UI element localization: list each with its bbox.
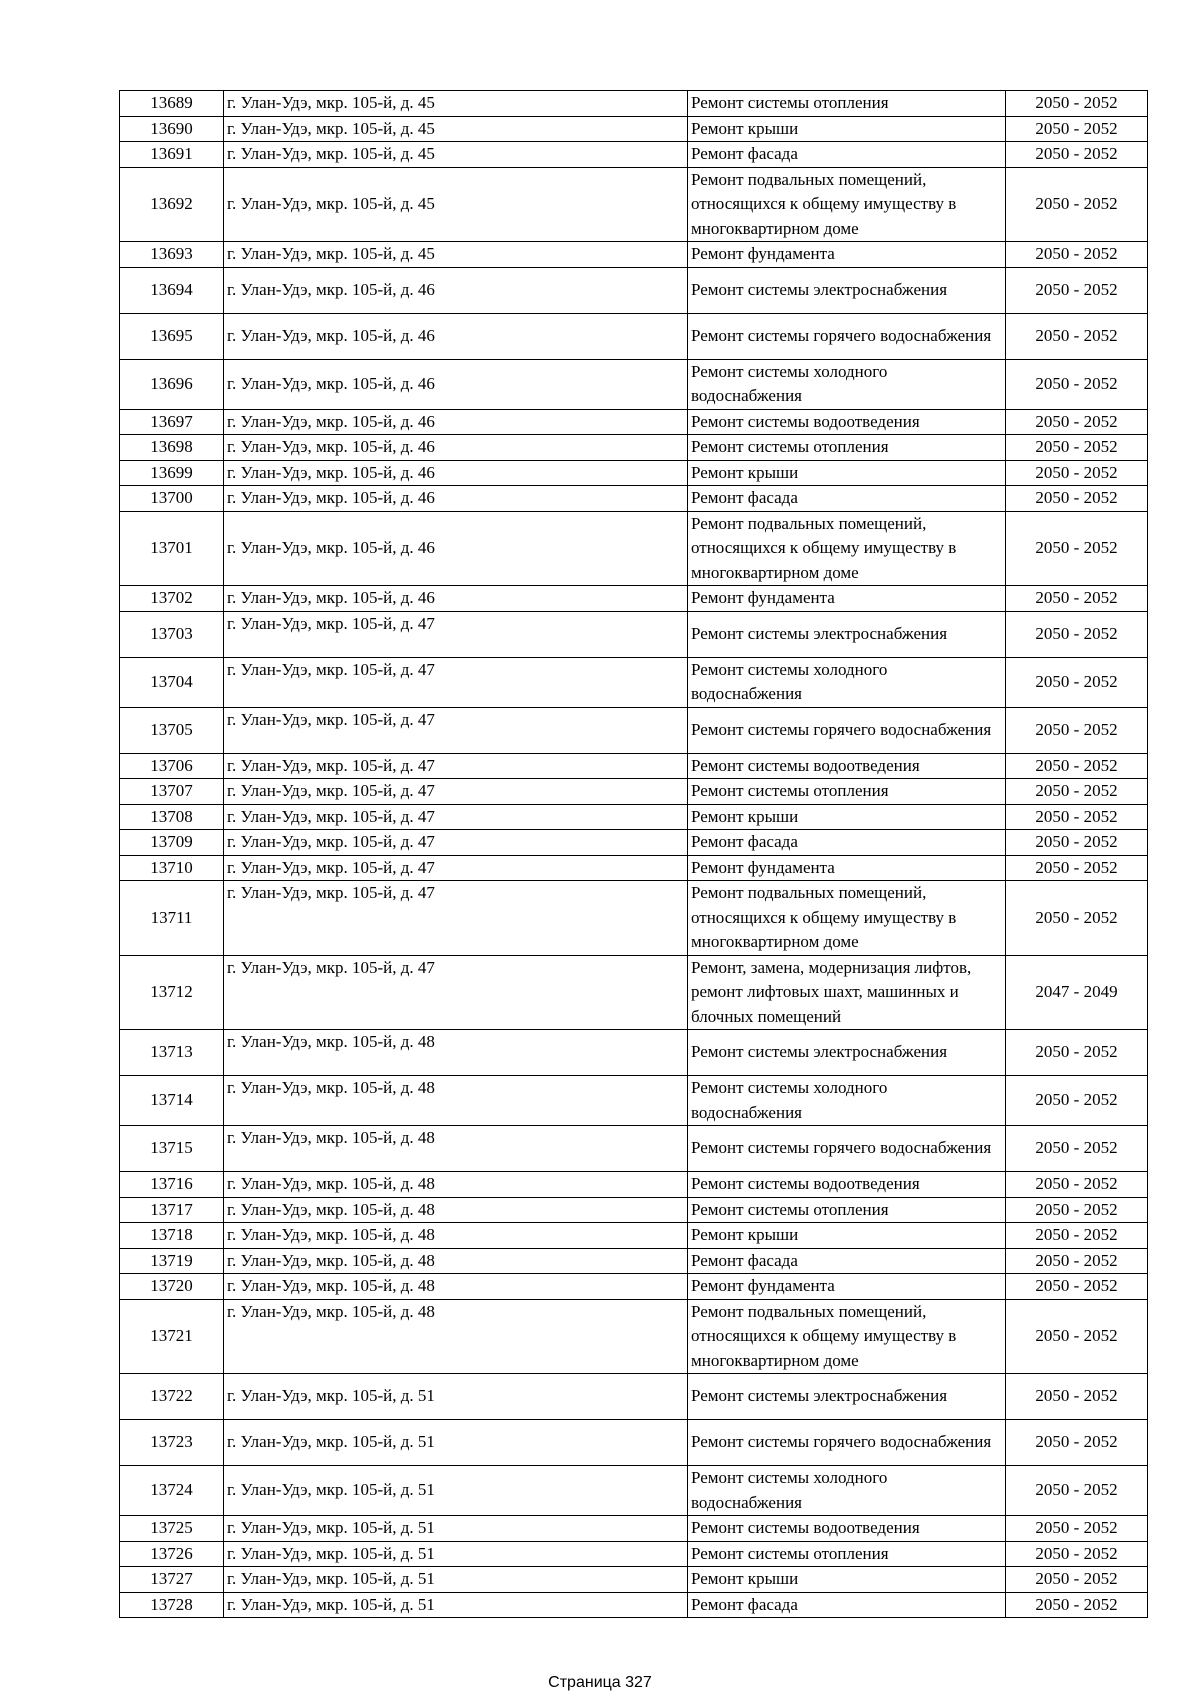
table-row bbox=[120, 1030, 1148, 1076]
row-work-type: Ремонт системы отопления bbox=[688, 435, 1006, 461]
row-address: г. Улан-Удэ, мкр. 105-й, д. 45 bbox=[224, 142, 688, 168]
row-work-type: Ремонт подвальных помещений, относящихся к общему имуществу в многоквартирном доме bbox=[688, 1299, 1006, 1374]
row-work-type: Ремонт системы водоотведения bbox=[688, 753, 1006, 779]
row-period: 2050 - 2052 bbox=[1006, 142, 1148, 168]
table-row bbox=[120, 1516, 1148, 1542]
row-address: г. Улан-Удэ, мкр. 105-й, д. 48 bbox=[224, 1274, 688, 1300]
row-number: 13704 bbox=[120, 657, 224, 707]
row-address: г. Улан-Удэ, мкр. 105-й, д. 46 bbox=[224, 313, 688, 359]
row-address: г. Улан-Удэ, мкр. 105-й, д. 46 bbox=[224, 409, 688, 435]
row-work-type: Ремонт системы водоотведения bbox=[688, 409, 1006, 435]
row-period: 2050 - 2052 bbox=[1006, 167, 1148, 242]
row-number: 13716 bbox=[120, 1172, 224, 1198]
row-work-type: Ремонт системы электроснабжения bbox=[688, 611, 1006, 657]
row-period: 2050 - 2052 bbox=[1006, 1076, 1148, 1126]
row-address: г. Улан-Удэ, мкр. 105-й, д. 45 bbox=[224, 116, 688, 142]
row-period: 2050 - 2052 bbox=[1006, 267, 1148, 313]
table-row bbox=[120, 830, 1148, 856]
row-work-type: Ремонт системы горячего водоснабжения bbox=[688, 1420, 1006, 1466]
table-row bbox=[120, 1592, 1148, 1618]
row-number: 13692 bbox=[120, 167, 224, 242]
row-period: 2050 - 2052 bbox=[1006, 1126, 1148, 1172]
row-address: г. Улан-Удэ, мкр. 105-й, д. 51 bbox=[224, 1420, 688, 1466]
row-number: 13711 bbox=[120, 881, 224, 956]
row-work-type: Ремонт подвальных помещений, относящихся к общему имуществу в многоквартирном доме bbox=[688, 167, 1006, 242]
row-work-type: Ремонт фундамента bbox=[688, 855, 1006, 881]
row-number: 13725 bbox=[120, 1516, 224, 1542]
row-address: г. Улан-Удэ, мкр. 105-й, д. 47 bbox=[224, 779, 688, 805]
row-address: г. Улан-Удэ, мкр. 105-й, д. 47 bbox=[224, 611, 688, 657]
table-row bbox=[120, 1299, 1148, 1374]
row-period: 2050 - 2052 bbox=[1006, 313, 1148, 359]
row-period: 2050 - 2052 bbox=[1006, 1274, 1148, 1300]
table-row bbox=[120, 855, 1148, 881]
row-work-type: Ремонт системы электроснабжения bbox=[688, 1030, 1006, 1076]
row-period: 2050 - 2052 bbox=[1006, 460, 1148, 486]
row-work-type: Ремонт фасада bbox=[688, 486, 1006, 512]
row-address: г. Улан-Удэ, мкр. 105-й, д. 48 bbox=[224, 1197, 688, 1223]
works-table bbox=[119, 90, 1148, 1618]
row-period: 2050 - 2052 bbox=[1006, 242, 1148, 268]
row-work-type: Ремонт крыши bbox=[688, 804, 1006, 830]
row-work-type: Ремонт, замена, модернизация лифтов, ремонт лифтовых шахт, машинных и блочных помещений bbox=[688, 955, 1006, 1030]
table-row bbox=[120, 511, 1148, 586]
row-address: г. Улан-Удэ, мкр. 105-й, д. 46 bbox=[224, 586, 688, 612]
row-address: г. Улан-Удэ, мкр. 105-й, д. 47 bbox=[224, 881, 688, 956]
row-address: г. Улан-Удэ, мкр. 105-й, д. 47 bbox=[224, 707, 688, 753]
table-row bbox=[120, 753, 1148, 779]
row-address: г. Улан-Удэ, мкр. 105-й, д. 45 bbox=[224, 242, 688, 268]
row-work-type: Ремонт системы водоотведения bbox=[688, 1516, 1006, 1542]
row-work-type: Ремонт крыши bbox=[688, 1567, 1006, 1593]
row-address: г. Улан-Удэ, мкр. 105-й, д. 46 bbox=[224, 435, 688, 461]
row-period: 2050 - 2052 bbox=[1006, 435, 1148, 461]
row-number: 13703 bbox=[120, 611, 224, 657]
table-row bbox=[120, 1274, 1148, 1300]
row-work-type: Ремонт системы водоотведения bbox=[688, 1172, 1006, 1198]
row-period: 2050 - 2052 bbox=[1006, 91, 1148, 117]
row-address: г. Улан-Удэ, мкр. 105-й, д. 46 bbox=[224, 486, 688, 512]
row-work-type: Ремонт системы холодного водоснабжения bbox=[688, 359, 1006, 409]
row-address: г. Улан-Удэ, мкр. 105-й, д. 46 bbox=[224, 359, 688, 409]
row-period: 2050 - 2052 bbox=[1006, 830, 1148, 856]
row-period: 2050 - 2052 bbox=[1006, 1541, 1148, 1567]
row-address: г. Улан-Удэ, мкр. 105-й, д. 48 bbox=[224, 1126, 688, 1172]
table-row bbox=[120, 267, 1148, 313]
row-number: 13715 bbox=[120, 1126, 224, 1172]
row-address: г. Улан-Удэ, мкр. 105-й, д. 51 bbox=[224, 1567, 688, 1593]
row-number: 13701 bbox=[120, 511, 224, 586]
row-address: г. Улан-Удэ, мкр. 105-й, д. 51 bbox=[224, 1374, 688, 1420]
row-number: 13695 bbox=[120, 313, 224, 359]
row-address: г. Улан-Удэ, мкр. 105-й, д. 51 bbox=[224, 1466, 688, 1516]
row-number: 13693 bbox=[120, 242, 224, 268]
table-row bbox=[120, 804, 1148, 830]
row-address: г. Улан-Удэ, мкр. 105-й, д. 48 bbox=[224, 1223, 688, 1249]
row-period: 2050 - 2052 bbox=[1006, 753, 1148, 779]
row-work-type: Ремонт крыши bbox=[688, 460, 1006, 486]
row-address: г. Улан-Удэ, мкр. 105-й, д. 46 bbox=[224, 267, 688, 313]
table-row bbox=[120, 1541, 1148, 1567]
table-row bbox=[120, 435, 1148, 461]
page-footer bbox=[0, 1674, 1200, 1692]
row-address: г. Улан-Удэ, мкр. 105-й, д. 47 bbox=[224, 830, 688, 856]
table-row bbox=[120, 1466, 1148, 1516]
row-address: г. Улан-Удэ, мкр. 105-й, д. 47 bbox=[224, 657, 688, 707]
works-table-body bbox=[120, 91, 1148, 1618]
table-row bbox=[120, 313, 1148, 359]
row-work-type: Ремонт фасада bbox=[688, 830, 1006, 856]
row-period: 2050 - 2052 bbox=[1006, 881, 1148, 956]
row-number: 13707 bbox=[120, 779, 224, 805]
row-period: 2050 - 2052 bbox=[1006, 855, 1148, 881]
row-number: 13700 bbox=[120, 486, 224, 512]
row-period: 2050 - 2052 bbox=[1006, 586, 1148, 612]
row-period: 2047 - 2049 bbox=[1006, 955, 1148, 1030]
row-address: г. Улан-Удэ, мкр. 105-й, д. 48 bbox=[224, 1299, 688, 1374]
row-work-type: Ремонт системы отопления bbox=[688, 91, 1006, 117]
row-period: 2050 - 2052 bbox=[1006, 1420, 1148, 1466]
row-number: 13691 bbox=[120, 142, 224, 168]
row-work-type: Ремонт системы горячего водоснабжения bbox=[688, 707, 1006, 753]
row-work-type: Ремонт системы горячего водоснабжения bbox=[688, 1126, 1006, 1172]
row-number: 13721 bbox=[120, 1299, 224, 1374]
row-period: 2050 - 2052 bbox=[1006, 1197, 1148, 1223]
table-row bbox=[120, 1076, 1148, 1126]
row-period: 2050 - 2052 bbox=[1006, 511, 1148, 586]
table-row bbox=[120, 657, 1148, 707]
table-row bbox=[120, 167, 1148, 242]
row-work-type: Ремонт подвальных помещений, относящихся к общему имуществу в многоквартирном доме bbox=[688, 511, 1006, 586]
row-number: 13694 bbox=[120, 267, 224, 313]
table-row bbox=[120, 1248, 1148, 1274]
row-period: 2050 - 2052 bbox=[1006, 707, 1148, 753]
row-number: 13719 bbox=[120, 1248, 224, 1274]
row-address: г. Улан-Удэ, мкр. 105-й, д. 47 bbox=[224, 804, 688, 830]
row-work-type: Ремонт системы холодного водоснабжения bbox=[688, 1466, 1006, 1516]
table-row bbox=[120, 707, 1148, 753]
table-row bbox=[120, 91, 1148, 117]
row-work-type: Ремонт системы отопления bbox=[688, 1197, 1006, 1223]
table-row bbox=[120, 1197, 1148, 1223]
row-work-type: Ремонт системы отопления bbox=[688, 1541, 1006, 1567]
row-period: 2050 - 2052 bbox=[1006, 1299, 1148, 1374]
row-work-type: Ремонт фундамента bbox=[688, 586, 1006, 612]
row-number: 13690 bbox=[120, 116, 224, 142]
page-number-label: Страница 327 bbox=[548, 1674, 652, 1691]
row-number: 13696 bbox=[120, 359, 224, 409]
table-row bbox=[120, 1420, 1148, 1466]
table-row bbox=[120, 779, 1148, 805]
row-number: 13699 bbox=[120, 460, 224, 486]
row-period: 2050 - 2052 bbox=[1006, 1374, 1148, 1420]
row-address: г. Улан-Удэ, мкр. 105-й, д. 51 bbox=[224, 1592, 688, 1618]
row-period: 2050 - 2052 bbox=[1006, 611, 1148, 657]
table-row bbox=[120, 586, 1148, 612]
table-row bbox=[120, 460, 1148, 486]
table-row bbox=[120, 142, 1148, 168]
row-address: г. Улан-Удэ, мкр. 105-й, д. 46 bbox=[224, 511, 688, 586]
row-address: г. Улан-Удэ, мкр. 105-й, д. 48 bbox=[224, 1248, 688, 1274]
row-work-type: Ремонт подвальных помещений, относящихся к общему имуществу в многоквартирном доме bbox=[688, 881, 1006, 956]
row-work-type: Ремонт системы холодного водоснабжения bbox=[688, 657, 1006, 707]
table-row bbox=[120, 611, 1148, 657]
row-number: 13697 bbox=[120, 409, 224, 435]
row-period: 2050 - 2052 bbox=[1006, 1466, 1148, 1516]
row-number: 13705 bbox=[120, 707, 224, 753]
row-period: 2050 - 2052 bbox=[1006, 409, 1148, 435]
row-address: г. Улан-Удэ, мкр. 105-й, д. 46 bbox=[224, 460, 688, 486]
row-number: 13698 bbox=[120, 435, 224, 461]
table-row bbox=[120, 881, 1148, 956]
row-number: 13728 bbox=[120, 1592, 224, 1618]
table-row bbox=[120, 955, 1148, 1030]
row-work-type: Ремонт крыши bbox=[688, 116, 1006, 142]
row-period: 2050 - 2052 bbox=[1006, 1248, 1148, 1274]
table-row bbox=[120, 1126, 1148, 1172]
row-period: 2050 - 2052 bbox=[1006, 1223, 1148, 1249]
row-period: 2050 - 2052 bbox=[1006, 804, 1148, 830]
row-work-type: Ремонт фасада bbox=[688, 1248, 1006, 1274]
row-number: 13712 bbox=[120, 955, 224, 1030]
table-row bbox=[120, 242, 1148, 268]
row-period: 2050 - 2052 bbox=[1006, 116, 1148, 142]
table-row bbox=[120, 409, 1148, 435]
table-row bbox=[120, 486, 1148, 512]
row-number: 13726 bbox=[120, 1541, 224, 1567]
row-work-type: Ремонт фундамента bbox=[688, 242, 1006, 268]
row-number: 13702 bbox=[120, 586, 224, 612]
row-address: г. Улан-Удэ, мкр. 105-й, д. 45 bbox=[224, 167, 688, 242]
row-work-type: Ремонт системы электроснабжения bbox=[688, 1374, 1006, 1420]
row-address: г. Улан-Удэ, мкр. 105-й, д. 47 bbox=[224, 955, 688, 1030]
row-work-type: Ремонт системы холодного водоснабжения bbox=[688, 1076, 1006, 1126]
row-work-type: Ремонт крыши bbox=[688, 1223, 1006, 1249]
row-address: г. Улан-Удэ, мкр. 105-й, д. 45 bbox=[224, 91, 688, 117]
row-number: 13709 bbox=[120, 830, 224, 856]
row-period: 2050 - 2052 bbox=[1006, 1592, 1148, 1618]
table-row bbox=[120, 116, 1148, 142]
row-number: 13723 bbox=[120, 1420, 224, 1466]
table-row bbox=[120, 359, 1148, 409]
row-number: 13708 bbox=[120, 804, 224, 830]
row-period: 2050 - 2052 bbox=[1006, 359, 1148, 409]
row-work-type: Ремонт системы горячего водоснабжения bbox=[688, 313, 1006, 359]
row-number: 13713 bbox=[120, 1030, 224, 1076]
row-number: 13710 bbox=[120, 855, 224, 881]
row-number: 13717 bbox=[120, 1197, 224, 1223]
row-number: 13727 bbox=[120, 1567, 224, 1593]
row-number: 13718 bbox=[120, 1223, 224, 1249]
row-number: 13706 bbox=[120, 753, 224, 779]
row-number: 13724 bbox=[120, 1466, 224, 1516]
row-address: г. Улан-Удэ, мкр. 105-й, д. 51 bbox=[224, 1541, 688, 1567]
row-period: 2050 - 2052 bbox=[1006, 657, 1148, 707]
row-work-type: Ремонт фундамента bbox=[688, 1274, 1006, 1300]
row-number: 13720 bbox=[120, 1274, 224, 1300]
row-address: г. Улан-Удэ, мкр. 105-й, д. 47 bbox=[224, 855, 688, 881]
row-number: 13714 bbox=[120, 1076, 224, 1126]
table-row bbox=[120, 1172, 1148, 1198]
row-period: 2050 - 2052 bbox=[1006, 1172, 1148, 1198]
row-period: 2050 - 2052 bbox=[1006, 1567, 1148, 1593]
table-row bbox=[120, 1223, 1148, 1249]
row-address: г. Улан-Удэ, мкр. 105-й, д. 48 bbox=[224, 1030, 688, 1076]
row-address: г. Улан-Удэ, мкр. 105-й, д. 48 bbox=[224, 1172, 688, 1198]
row-address: г. Улан-Удэ, мкр. 105-й, д. 48 bbox=[224, 1076, 688, 1126]
row-address: г. Улан-Удэ, мкр. 105-й, д. 47 bbox=[224, 753, 688, 779]
row-work-type: Ремонт системы электроснабжения bbox=[688, 267, 1006, 313]
row-address: г. Улан-Удэ, мкр. 105-й, д. 51 bbox=[224, 1516, 688, 1542]
row-work-type: Ремонт системы отопления bbox=[688, 779, 1006, 805]
row-number: 13722 bbox=[120, 1374, 224, 1420]
row-period: 2050 - 2052 bbox=[1006, 1516, 1148, 1542]
row-work-type: Ремонт фасада bbox=[688, 1592, 1006, 1618]
table-row bbox=[120, 1374, 1148, 1420]
row-period: 2050 - 2052 bbox=[1006, 486, 1148, 512]
row-work-type: Ремонт фасада bbox=[688, 142, 1006, 168]
table-row bbox=[120, 1567, 1148, 1593]
row-period: 2050 - 2052 bbox=[1006, 779, 1148, 805]
row-number: 13689 bbox=[120, 91, 224, 117]
row-period: 2050 - 2052 bbox=[1006, 1030, 1148, 1076]
